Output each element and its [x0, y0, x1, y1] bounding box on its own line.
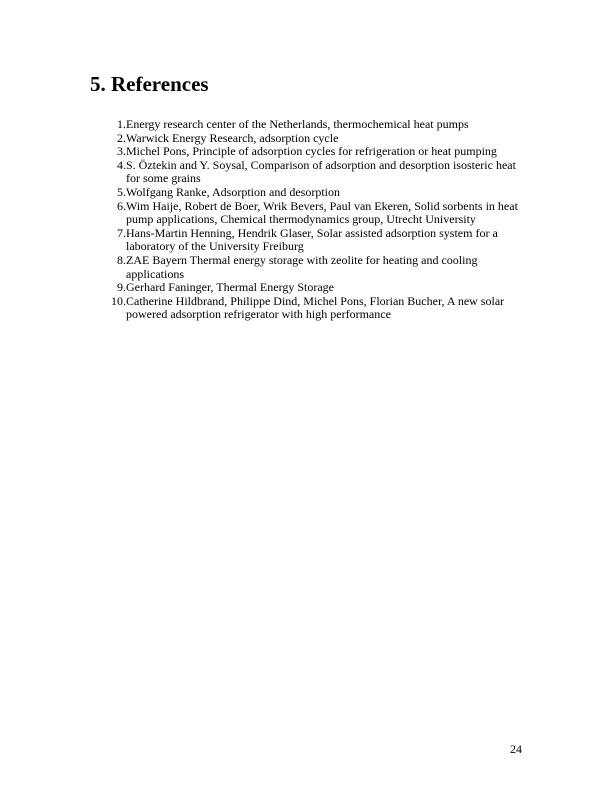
reference-text: Catherine Hildbrand, Philippe Dind, Michel Pons, Florian Bucher, A new solar powered adsorption refrigerator with high performance — [126, 293, 505, 322]
section-title: 5. References — [90, 72, 209, 96]
reference-text: Wolfgang Ranke, Adsorption and desorption — [126, 184, 341, 199]
reference-number: 10. — [111, 293, 126, 308]
reference-text: Hans-Martin Henning, Hendrik Glaser, Solar assisted adsorption system for a laboratory of the University Freiburg — [126, 225, 498, 254]
reference-number: 3. — [117, 144, 126, 159]
reference-item-5 — [90, 186, 530, 200]
reference-item-8 — [90, 254, 530, 281]
reference-number: 4. — [117, 157, 126, 172]
reference-text: S. Öztekin and Y. Soysal, Comparison of adsorption and desorption isosteric heat for some grains — [126, 157, 516, 186]
page-number: 24 — [510, 742, 522, 756]
reference-item-2 — [90, 132, 530, 146]
reference-item-4 — [90, 159, 530, 186]
reference-text: Warwick Energy Research, adsorption cycle — [126, 130, 339, 145]
reference-number: 5. — [117, 184, 126, 199]
reference-text: ZAE Bayern Thermal energy storage with zeolite for heating and cooling applications — [126, 252, 478, 281]
reference-item-9 — [90, 281, 530, 295]
reference-number: 8. — [117, 252, 126, 267]
reference-number: 6. — [117, 198, 126, 213]
reference-number: 2. — [117, 130, 126, 145]
reference-text: Michel Pons, Principle of adsorption cycles for refrigeration or heat pumping — [126, 144, 497, 159]
reference-text: Gerhard Faninger, Thermal Energy Storage — [126, 280, 335, 295]
references-list — [90, 118, 530, 322]
reference-text: Energy research center of the Netherlands, thermochemical heat pumps — [126, 117, 469, 131]
reference-number: 7. — [117, 225, 126, 240]
reference-item-6 — [90, 200, 530, 227]
reference-item-7 — [90, 227, 530, 254]
reference-item-10 — [90, 295, 530, 322]
reference-number: 9. — [117, 280, 126, 295]
reference-item-3 — [90, 145, 530, 159]
reference-number: 1. — [117, 117, 126, 131]
reference-text: Wim Haije, Robert de Boer, Wrik Bevers, Paul van Ekeren, Solid sorbents in heat pump applications, Chemical thermodynamics group, Utrecht University — [126, 198, 518, 227]
reference-item-1 — [90, 118, 530, 132]
